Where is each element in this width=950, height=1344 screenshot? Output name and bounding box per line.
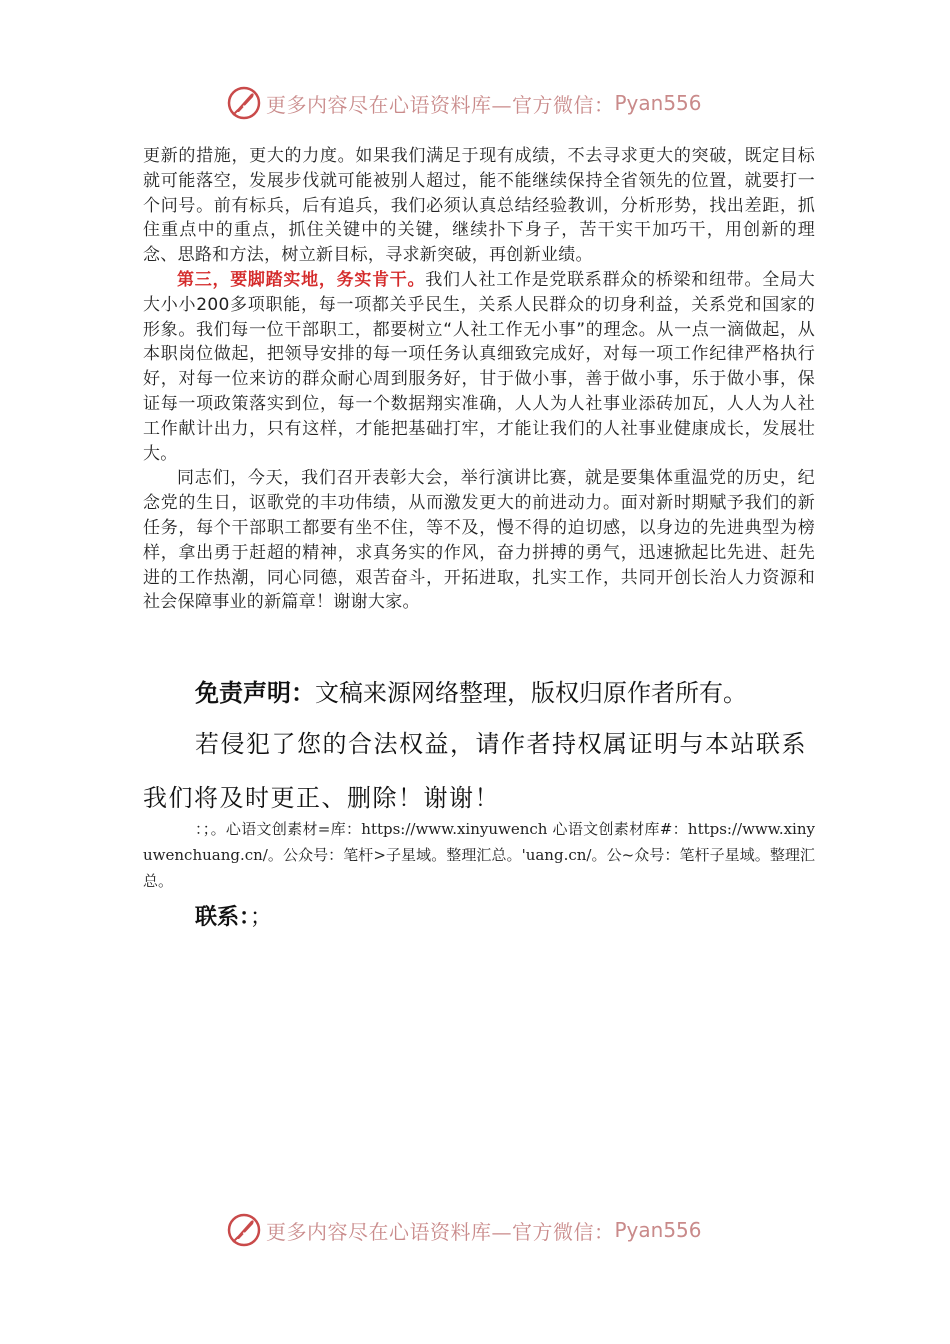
disclaimer-text-1: 文稿来源网络整理，版权归原作者所有。 — [315, 679, 747, 707]
source-note — [143, 816, 815, 894]
paragraph-1: 更新的措施，更大的力度。如果我们满足于现有成绩，不去寻求更大的突破，既定目标就可能落空，发展步伐就可能被别人超过，能不能继续保持全省领先的位置，就要打一个问号。前有标兵，后有追兵，我们必须认真总结经验教训，分析形势，找出差距，抓住重点中的重点，抓住关键中的关键，继续扑下身子，苦干实干加巧干，用创新的理念、思路和方法，树立新目标，寻求新突破，再创新业绩。 — [143, 146, 815, 266]
disclaimer-line-1 — [143, 672, 815, 714]
disclaimer — [143, 672, 815, 824]
source-lead: ：；。心语文创素材=库：https://www.xinyuwench 心语文创素材库#：https:// — [195, 820, 743, 838]
paragraph-2-heading: 第三，要脚踏实地，务实肯干。 — [177, 269, 426, 290]
source-rest: www.xinyuwenchuang.cn/。公众号：笔杆>子星域。整理汇总。'uang.cn/。公~众号：笔杆子星域。整理汇总。 — [143, 820, 815, 890]
disclaimer-line-2: 若侵犯了您的合法权益，请作者持权属证明与本站联系 — [195, 730, 807, 758]
banner-text: 更多内容尽在心语资料库—官方微信： — [266, 92, 615, 117]
contact-label: 联系： — [195, 905, 251, 930]
footer-banner — [226, 1210, 746, 1250]
header-banner — [226, 83, 746, 123]
disclaimer-line-3: 我们将及时更正、删除！谢谢！ — [143, 784, 500, 812]
disclaimer-label: 免责声明： — [195, 679, 315, 707]
quill-logo-icon — [226, 85, 262, 121]
document-body — [143, 144, 815, 615]
paragraph-2 — [143, 268, 815, 466]
footer-banner-text: 更多内容尽在心语资料库—官方微信： — [266, 1219, 615, 1244]
contact-value: ； — [250, 905, 273, 930]
paragraph-3: 同志们，今天，我们召开表彰大会，举行演讲比赛，就是要集体重温党的历史，纪念党的生日，讴歌党的丰功伟绩，从而激发更大的前进动力。面对新时期赋予我们的新任务，每个干部职工都要有坐不住，等不及，慢不得的迫切感，以身边的先进典型为榜样，拿出勇于赶超的精神，求真务实的作风，奋力拼搏的勇气，迅速掀起比先进、赶先进的工作热潮，同心同德，艰苦奋斗，开拓进取，扎实工作，共同开创长治人力资源和社会保障事业的新篇章！谢谢大家。 — [143, 468, 815, 613]
quill-logo-icon — [226, 1212, 262, 1248]
footer-banner-wechat-id: Pyan556 — [614, 1218, 702, 1242]
banner-wechat-id: Pyan556 — [614, 91, 702, 115]
contact-line — [195, 900, 272, 931]
paragraph-2-text: 我们人社工作是党联系群众的桥梁和纽带。全局大大小小200多项职能，每一项都关乎民生，关系人民群众的切身利益，关系党和国家的形象。我们每一位干部职工，都要树立“人社工作无小事”的理念。从一点一滴做起，从本职岗位做起，把领导安排的每一项任务认真细致完成好，对每一项工作纪律严格执行好，对每一位来访的群众耐心周到服务好，甘于做小事，善于做小事，乐于做小事，保证每一项政策落实到位，每一个数据翔实准确，人人为人社事业添砖加瓦，人人为人社工作献计出力，只有这样，才能把基础打牢，才能让我们的人社事业健康成长，发展壮大。 — [143, 269, 815, 464]
